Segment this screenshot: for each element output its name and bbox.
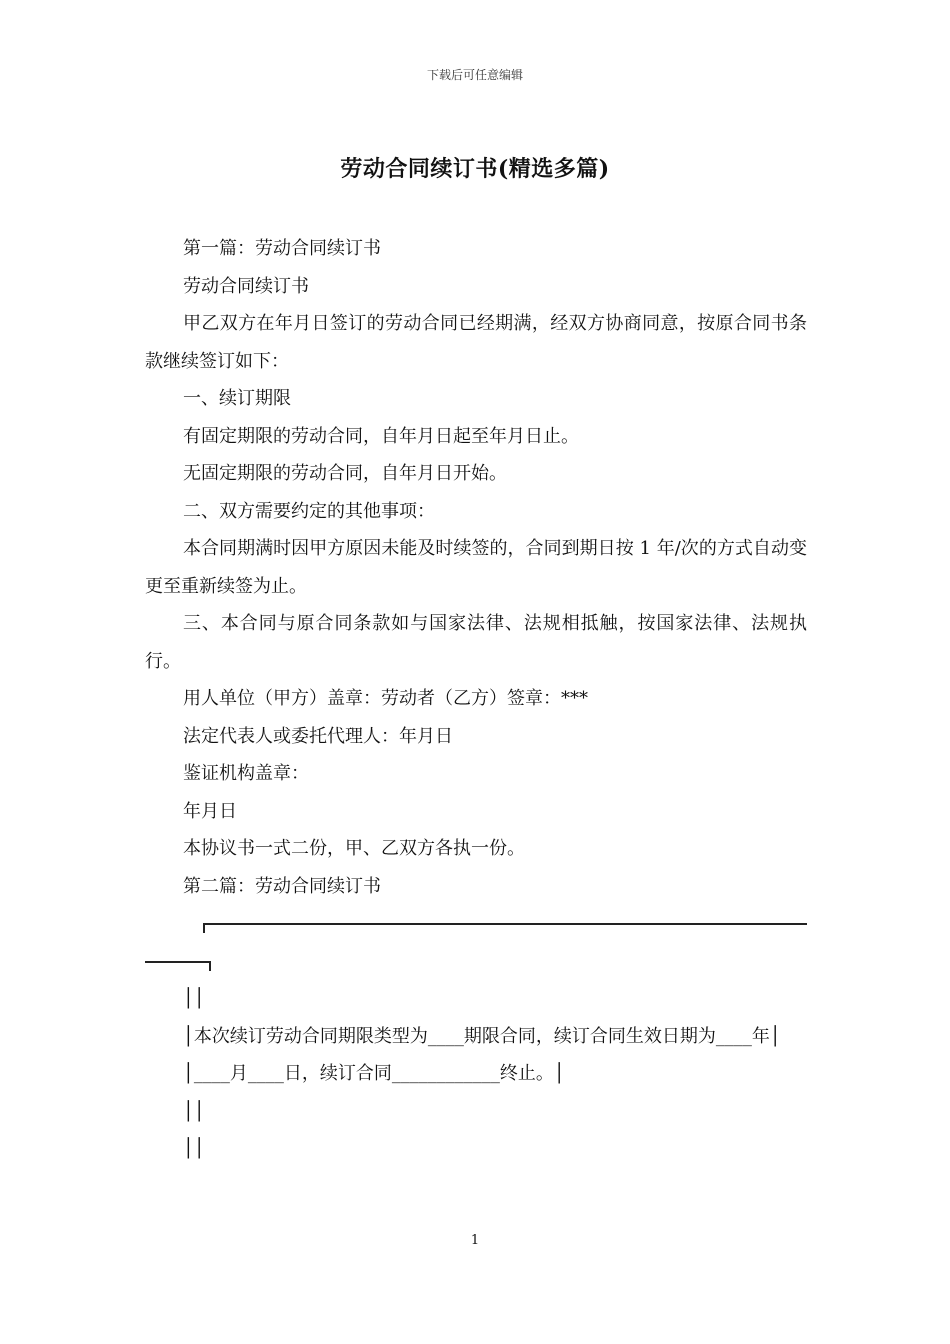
paragraph: 三、本合同与原合同条款如与国家法律、法规相抵触，按国家法律、法规执行。 (145, 613, 807, 672)
paragraph: 二、双方需要约定的其他事项： (183, 500, 435, 522)
paragraph: 有固定期限的劳动合同，自年月日起至年月日止。 (183, 425, 579, 447)
form-line: ││ (183, 1138, 205, 1159)
form-line: │____月____日，续订合同____________终止。│ (183, 1063, 565, 1084)
paragraph: 鉴证机构盖章： (183, 763, 309, 784)
paragraph: 无固定期限的劳动合同，自年月日开始。 (183, 463, 507, 484)
document-body (145, 230, 807, 1168)
paragraph: 法定代表人或委托代理人：年月日 (183, 725, 453, 747)
header-note: 下载后可任意编辑 (426, 68, 523, 82)
form-box-top-right-corner (209, 961, 211, 971)
paragraph: 甲乙双方在年月日签订的劳动合同已经期满，经双方协商同意，按原合同书条款继续签订如下： (145, 313, 807, 372)
paragraph: 一、续订期限 (183, 388, 291, 409)
form-box-top-line (203, 923, 807, 925)
paragraph: 第一篇：劳动合同续订书 (183, 238, 381, 259)
paragraph: 用人单位（甲方）盖章：劳动者（乙方）签章：*** (183, 688, 588, 709)
form-box-top-left-corner (203, 923, 205, 933)
form-line: ││ (183, 1100, 205, 1122)
form-box-wrapped-line (145, 961, 209, 963)
paragraph: 本协议书一式二份，甲、乙双方各执一份。 (183, 838, 525, 859)
page-number: 1 (470, 1233, 480, 1248)
form-box-wrapped-border (145, 943, 807, 981)
paragraph: 年月日 (183, 800, 237, 822)
form-line: ││ (183, 988, 205, 1009)
form-line: │本次续订劳动合同期限类型为____期限合同，续订合同生效日期为____年│ (183, 1025, 781, 1047)
paragraph: 第二篇：劳动合同续订书 (183, 875, 381, 897)
document-title: 劳动合同续订书(精选多篇) (340, 156, 610, 182)
paragraph: 劳动合同续订书 (183, 275, 309, 297)
form-box-top-border (145, 905, 807, 943)
paragraph: 本合同期满时因甲方原因未能及时续签的，合同到期日按 1 年/次的方式自动变更至重新续签为止。 (145, 538, 807, 597)
